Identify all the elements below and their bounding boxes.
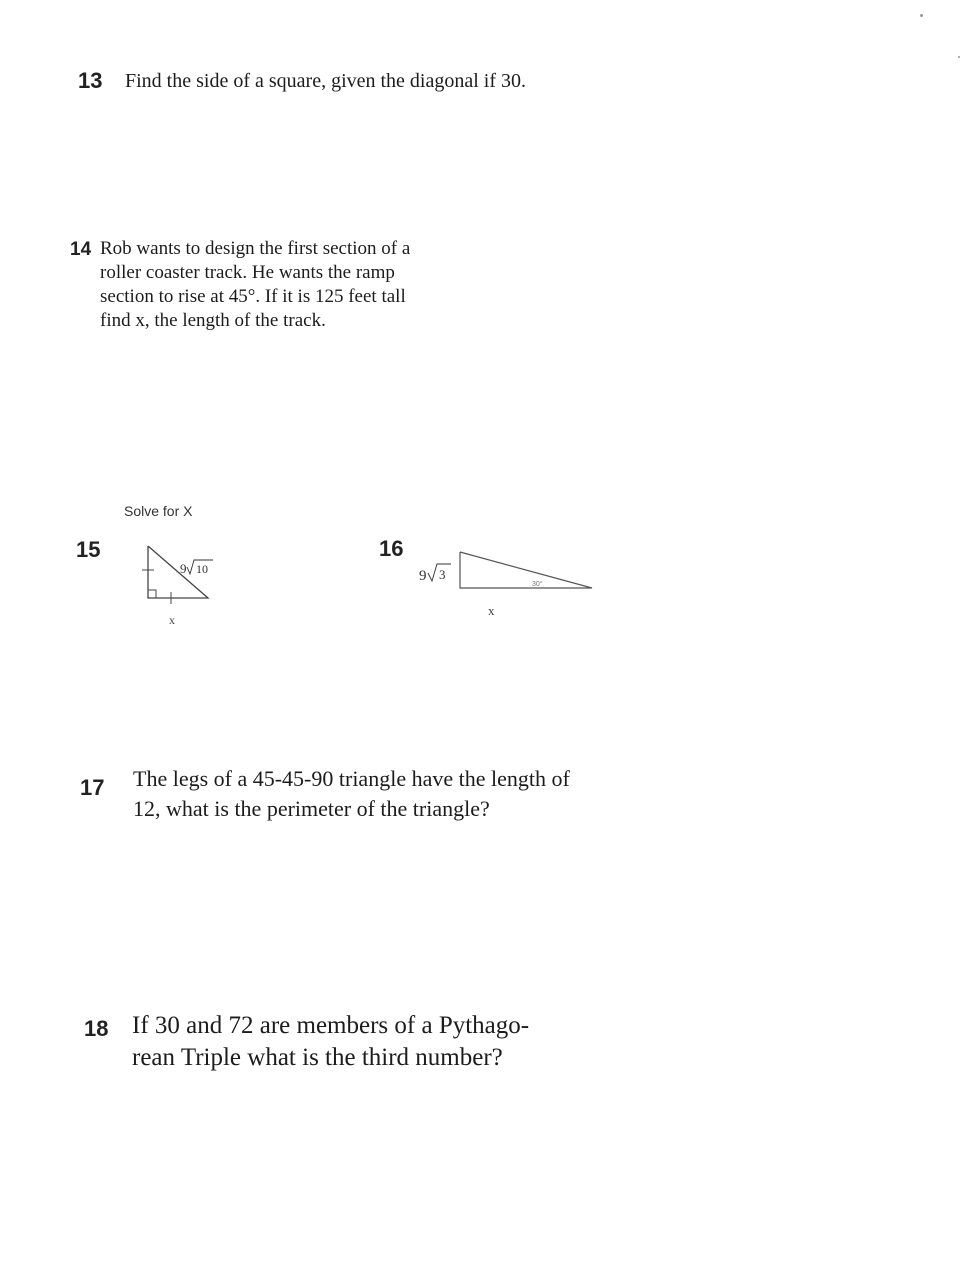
- problem-18-number: 18: [84, 1016, 109, 1041]
- problem-16-number: 16: [379, 536, 404, 561]
- problem-16-x-label: x: [488, 603, 495, 618]
- problem-13-number: 13: [78, 68, 103, 93]
- problem-16-triangle-figure: [416, 546, 606, 621]
- problem-15-x-label: x: [169, 613, 175, 627]
- problem-16-angle-label: 30°: [532, 581, 543, 588]
- problem-17-number: 17: [80, 775, 105, 800]
- problem-13-text: Find the side of a square, given the diagonal if 30.: [125, 70, 527, 92]
- problem-17-line-2: 12, what is the perimeter of the triangle?: [133, 796, 490, 821]
- problem-14-line-2: roller coaster track. He wants the ramp: [100, 262, 395, 283]
- problem-16-side-coef: 9: [419, 568, 427, 584]
- solve-for-x-instruction: Solve for X: [124, 503, 193, 519]
- problem-15-hyp-radicand: 10: [196, 562, 208, 576]
- problem-16-side-radicand: 3: [439, 567, 446, 582]
- problem-18-line-1: If 30 and 72 are members of a Pythago-: [132, 1012, 530, 1039]
- problem-15-triangle-figure: [138, 538, 228, 628]
- problem-15-number: 15: [76, 537, 101, 562]
- problem-16-triangle: [460, 552, 592, 588]
- problem-14-line-1: Rob wants to design the first section of a: [100, 238, 411, 259]
- problem-15-hyp-coef: 9: [180, 561, 187, 576]
- scan-speck: [958, 56, 960, 58]
- scan-speck: [920, 14, 923, 17]
- problem-17-line-1: The legs of a 45-45-90 triangle have the length of: [133, 766, 570, 791]
- problem-15-right-angle-mark: [148, 590, 156, 598]
- problem-16-triangle-svg: [416, 546, 606, 621]
- problem-14-number: 14: [70, 239, 92, 260]
- problem-14-line-3: section to rise at 45°. If it is 125 feet tall: [100, 286, 406, 307]
- problem-14-line-4: find x, the length of the track.: [100, 310, 326, 331]
- problem-18-line-2: rean Triple what is the third number?: [132, 1044, 503, 1071]
- problem-15-triangle-svg: [138, 538, 228, 628]
